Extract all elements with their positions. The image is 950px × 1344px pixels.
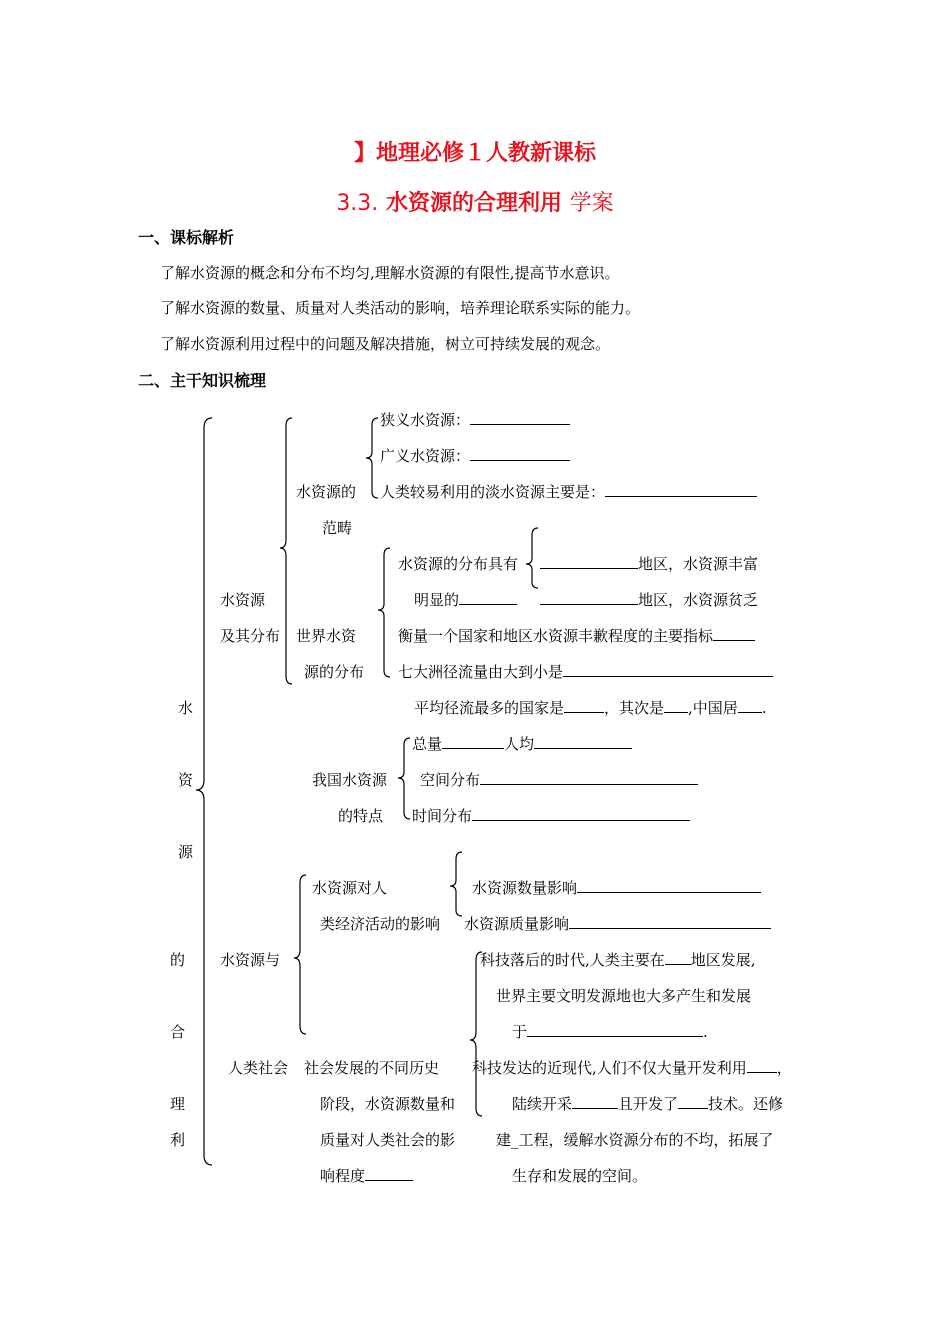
lesson-topic: 水资源的合理利用 (385, 191, 562, 216)
section-heading-knowledge: 二、主干知识梳理 (138, 371, 267, 390)
modern-text: 且开发了 (618, 1095, 679, 1113)
modern-row (472, 1058, 792, 1078)
answer-blank[interactable] (563, 662, 773, 677)
answer-blank[interactable] (747, 1058, 777, 1073)
low-tech-text: 科技落后的时代,人类主要在 (480, 951, 665, 969)
modern-text: ， (776, 1059, 792, 1077)
china-features-label: 的特点 (338, 807, 384, 825)
scope-label: 水资源的 (296, 483, 357, 501)
answer-blank[interactable] (569, 914, 771, 929)
quality-label: 水资源质量影响 (464, 915, 570, 933)
period: . (703, 1023, 708, 1041)
lesson-type: 学案 (569, 191, 614, 216)
branch2-label: 人类社会 (228, 1059, 289, 1077)
standards-item: 了解水资源利用过程中的问题及解决措施，树立可持续发展的观念。 (160, 335, 611, 353)
low-tech-text: 地区发展, (690, 951, 756, 969)
modern-text: 建_工程，缓解水资源分布的不均，拓展了 (496, 1131, 774, 1149)
distribution-label: 水资源的分布具有 (398, 555, 519, 573)
answer-blank[interactable] (738, 698, 762, 713)
stages-text: 质量对人类社会的影 (320, 1131, 456, 1149)
low-tech-row (512, 1022, 708, 1042)
branch1-label: 水资源 (220, 591, 266, 609)
quality-row (464, 914, 771, 934)
fresh-label: 人类较易利用的淡水资源主要是： (380, 483, 606, 501)
measure-row (398, 626, 755, 646)
most-label: 平均径流最多的国家是 (414, 699, 565, 717)
spatial-label: 空间分布 (420, 771, 481, 789)
total-row (412, 734, 632, 754)
answer-blank[interactable] (365, 1166, 413, 1181)
answer-blank[interactable] (470, 446, 570, 461)
measure-label: 衡量一个国家和地区水资源丰歉程度的主要指标 (398, 627, 714, 645)
brace-china (398, 738, 410, 819)
modern-text: 生存和发展的空间。 (512, 1167, 648, 1185)
brace-stages (470, 952, 482, 1116)
answer-blank[interactable] (459, 590, 517, 605)
spatial-row (420, 770, 698, 790)
brace-root (196, 418, 212, 1165)
brace-branch2 (294, 875, 306, 1034)
answer-blank[interactable] (472, 806, 690, 821)
brace-econ (450, 852, 462, 916)
answer-blank[interactable] (605, 482, 757, 497)
modern-row (512, 1094, 783, 1114)
answer-blank[interactable] (534, 734, 632, 749)
quantity-label: 水资源数量影响 (472, 879, 578, 897)
poor-region (540, 590, 758, 610)
answer-blank[interactable] (540, 554, 638, 569)
answer-blank[interactable] (540, 590, 638, 605)
branch2-label: 水资源与 (220, 951, 281, 969)
answer-blank[interactable] (572, 1094, 618, 1109)
quantity-row (472, 878, 761, 898)
answer-blank[interactable] (527, 1022, 703, 1037)
narrow-label: 狭义水资源： (380, 411, 471, 429)
stages-text: 阶段，水资源数量和 (320, 1095, 456, 1113)
standards-item: 了解水资源的概念和分布不均匀,理解水资源的有限性,提高节水意识。 (160, 264, 620, 282)
econ-label: 水资源对人 (312, 879, 388, 897)
document-title: 】地理必修１人教新课标 (353, 141, 596, 166)
fresh-water-resources (380, 482, 757, 502)
per-capita-label: 人均 (504, 735, 535, 753)
obvious-label: 明显的 (414, 591, 460, 609)
root-char: 源 (178, 843, 194, 861)
low-tech-row (480, 950, 756, 970)
root-char: 理 (170, 1095, 186, 1113)
lesson-number: 3.3. (336, 191, 379, 216)
answer-blank[interactable] (665, 950, 691, 965)
section-heading-standards: 一、课标解析 (138, 228, 235, 247)
world-label: 源的分布 (304, 663, 365, 681)
scope-label: 范畴 (322, 519, 353, 537)
temporal-row (412, 806, 690, 826)
rich-label: 地区，水资源丰富 (638, 555, 759, 573)
econ-label: 类经济活动的影响 (320, 915, 441, 933)
narrow-water-resources (380, 410, 570, 430)
modern-text: 陆续开采 (512, 1095, 573, 1113)
answer-blank[interactable] (664, 698, 688, 713)
root-char: 资 (178, 771, 194, 789)
answer-blank[interactable] (678, 1094, 708, 1109)
runoff-row (398, 662, 773, 682)
brace-branch1 (280, 418, 292, 684)
answer-blank[interactable] (470, 410, 570, 425)
root-char: 合 (170, 1023, 186, 1041)
brace-scope (366, 418, 378, 498)
rich-region (540, 554, 758, 574)
obvious-label-row (414, 590, 517, 610)
broad-label: 广义水资源： (380, 447, 471, 465)
low-tech-text: 世界主要文明发源地也大多产生和发展 (496, 987, 752, 1005)
period: . (761, 699, 767, 717)
standards-item: 了解水资源的数量、质量对人类活动的影响，培养理论联系实际的能力。 (160, 299, 641, 317)
low-tech-text: 于 (512, 1023, 528, 1041)
world-label: 世界水资 (296, 627, 357, 645)
total-label: 总量 (412, 735, 443, 753)
brace-distribution (526, 528, 538, 588)
temporal-label: 时间分布 (412, 807, 473, 825)
modern-text: 技术。还修 (708, 1095, 784, 1113)
answer-blank[interactable] (564, 698, 604, 713)
modern-text: 科技发达的近现代,人们不仅大量开发利用 (472, 1059, 747, 1077)
poor-label: 地区，水资源贫乏 (638, 591, 759, 609)
broad-water-resources (380, 446, 570, 466)
brace-world (378, 548, 390, 677)
answer-blank[interactable] (480, 770, 698, 785)
branch1-label: 及其分布 (220, 627, 281, 645)
second-label: ，其次是 (604, 699, 665, 717)
root-char: 利 (170, 1131, 186, 1149)
china-label: ,中国居 (688, 699, 738, 717)
stages-text: 社会发展的不同历史 (304, 1059, 440, 1077)
runoff-label: 七大洲径流量由大到小是 (398, 663, 564, 681)
root-char: 水 (178, 699, 194, 717)
answer-blank[interactable] (442, 734, 504, 749)
runoff-country-row (414, 698, 767, 718)
stages-text-row (320, 1166, 413, 1186)
stages-text: 响程度 (320, 1167, 366, 1185)
answer-blank[interactable] (577, 878, 761, 893)
answer-blank[interactable] (713, 626, 755, 641)
china-features-label: 我国水资源 (312, 771, 388, 789)
root-char: 的 (170, 951, 186, 969)
